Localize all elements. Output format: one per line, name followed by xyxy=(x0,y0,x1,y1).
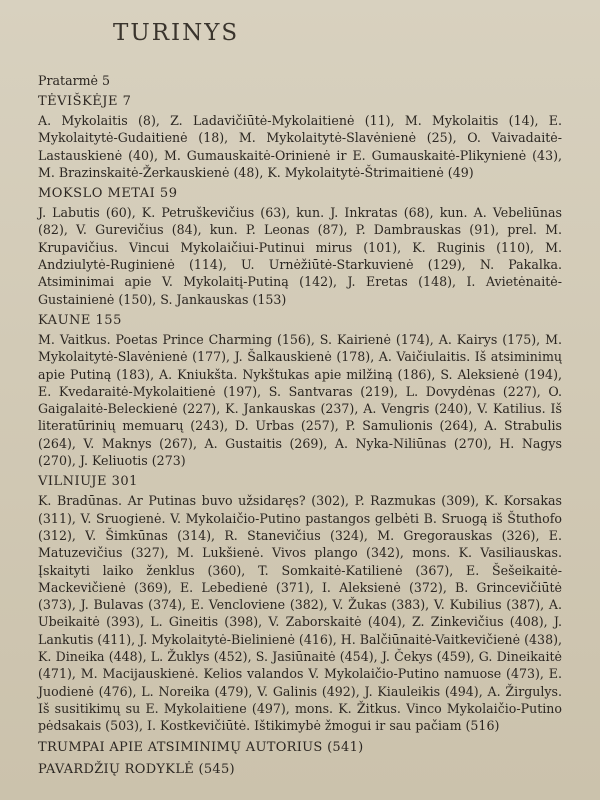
section-vilniuje xyxy=(38,472,562,734)
section-teviskeje xyxy=(38,92,562,181)
section-kaune xyxy=(38,311,562,469)
section-entries: M. Vaitkus. Poetas Prince Charming (156), S. Kairienė (174), A. Kairys (175), M. Mykolaitytė-Slavėnienė (177), J. Šalkauskienė (178), A. Vaičiulaitis. Iš atsiminimų apie Putiną (183), A. Kniukšta. Nykštukas apie milžiną (186), S. Aleksienė (194), E. Kvedaraitė-Mykolaitienė (197), S. Santvaras (219), L. Dovydėnas (227), O. Gaigalaitė-Beleckienė (227), K. Jankauskas (237), A. Vengris (240), V. Katilius. Iš literatūrinių memuarų (243), D. Urbas (257), P. Samulionis (264), A. Strabulis (264), V. Maknys (267), A. Gustaitis (269), A. Nyka-Niliūnas (270), H. Nagys (270), J. Keliuotis (273) xyxy=(38,331,562,469)
section-heading: MOKSLO METAI 59 xyxy=(38,186,178,202)
preface-entry: Pratarmė 5 xyxy=(38,73,111,88)
section-mokslo-metai xyxy=(38,184,562,308)
section-entries: K. Bradūnas. Ar Putinas buvo užsidaręs? (302), P. Razmukas (309), K. Korsakas (311), V. Sruogienė. V. Mykolaičio-Putino pastangos gelbėti B. Sruogą iš Štuthofo (312), V. Šimkūnas (314), R. Stanevičius (324), M. Gregorauskas (326), E. Matuzevičius (327), M. Lukšienė. Vivos plango (342), mons. K. Vasiliauskas. Įskaityti laiko ženklus (360), T. Somkaitė-Katilienė (367), E. Šešeikaitė-Mackevičienė (369), E. Lebedienė (371), I. Aleksienė (372), B. Grincevičiūtė (373), J. Bulavas (374), E. Vencloviene (382), V. Žukas (383), V. Kubilius (387), A. Ubeikaitė (393), L. Gineitis (398), V. Zaborskaitė (404), Z. Zinkevičius (408), J. Lankutis (411), J. Mykolaitytė-Bielinienė (416), H. Balčiūnaitė-Vaitkevičienė (438), K. Dineika (448), L. Žuklys (452), S. Jasiūnaitė (454), J. Čekys (459), G. Dineikaitė (471), M. Macijauskienė. Kelios valandos V. Mykolaičio-Putino namuose (473), E. Juodienė (476), L. Noreika (479), V. Galinis (492), J. Kiauleikis (494), A. Žirgulys. Iš susitikimų su E. Mykolaitiene (497), mons. K. Žitkus. Vinco Mykolaičio-Putino pėdsakais (503), I. Kostkevičiūtė. Ištikimybė žmogui ir sau pačiam (516) xyxy=(38,493,562,734)
authors-entry: TRUMPAI APIE ATSIMINIMŲ AUTORIUS (541) xyxy=(38,739,364,755)
section-heading: TĖVIŠKĖJE 7 xyxy=(38,94,132,109)
page-title: TURINYS xyxy=(113,20,240,46)
section-entries: A. Mykolaitis (8), Z. Ladavičiūtė-Mykolaitienė (11), M. Mykolaitis (14), E. Mykolaitytė-Gudaitienė (18), M. Mykolaitytė-Slavėnienė (25), O. Vaivadaitė-Lastauskienė (40), M. Gumauskaitė-Orinienė ir E. Gumauskaitė-Plikynienė (43), M. Brazinskaitė-Žerkauskienė (48), K. Mykolaitytė-Štrimaitienė (49) xyxy=(38,113,562,180)
section-heading: KAUNE 155 xyxy=(38,312,122,328)
section-heading: VILNIUJE 301 xyxy=(38,474,138,490)
section-entries: J. Labutis (60), K. Petruškevičius (63), kun. J. Inkratas (68), kun. A. Vebeliūnas (82), V. Gurevičius (84), kun. P. Leonas (87), P. Dambrauskas (91), prel. M. Krupavičius. Vincui Mykolaičiui-Putinui mirus (101), K. Ruginis (110), M. Andziulytė-Ruginienė (114), U. Urnėžiūtė-Starkuvienė (129), N. Pakalka. Atsiminimai apie V. Mykolaitį-Putiną (142), J. Eretas (148), I. Avietėnaitė-Gustainienė (150), S. Jankauskas (153) xyxy=(38,205,562,307)
table-of-contents xyxy=(38,60,562,780)
index-entry: PAVARDŽIŲ RODYKLĖ (545) xyxy=(38,761,235,777)
